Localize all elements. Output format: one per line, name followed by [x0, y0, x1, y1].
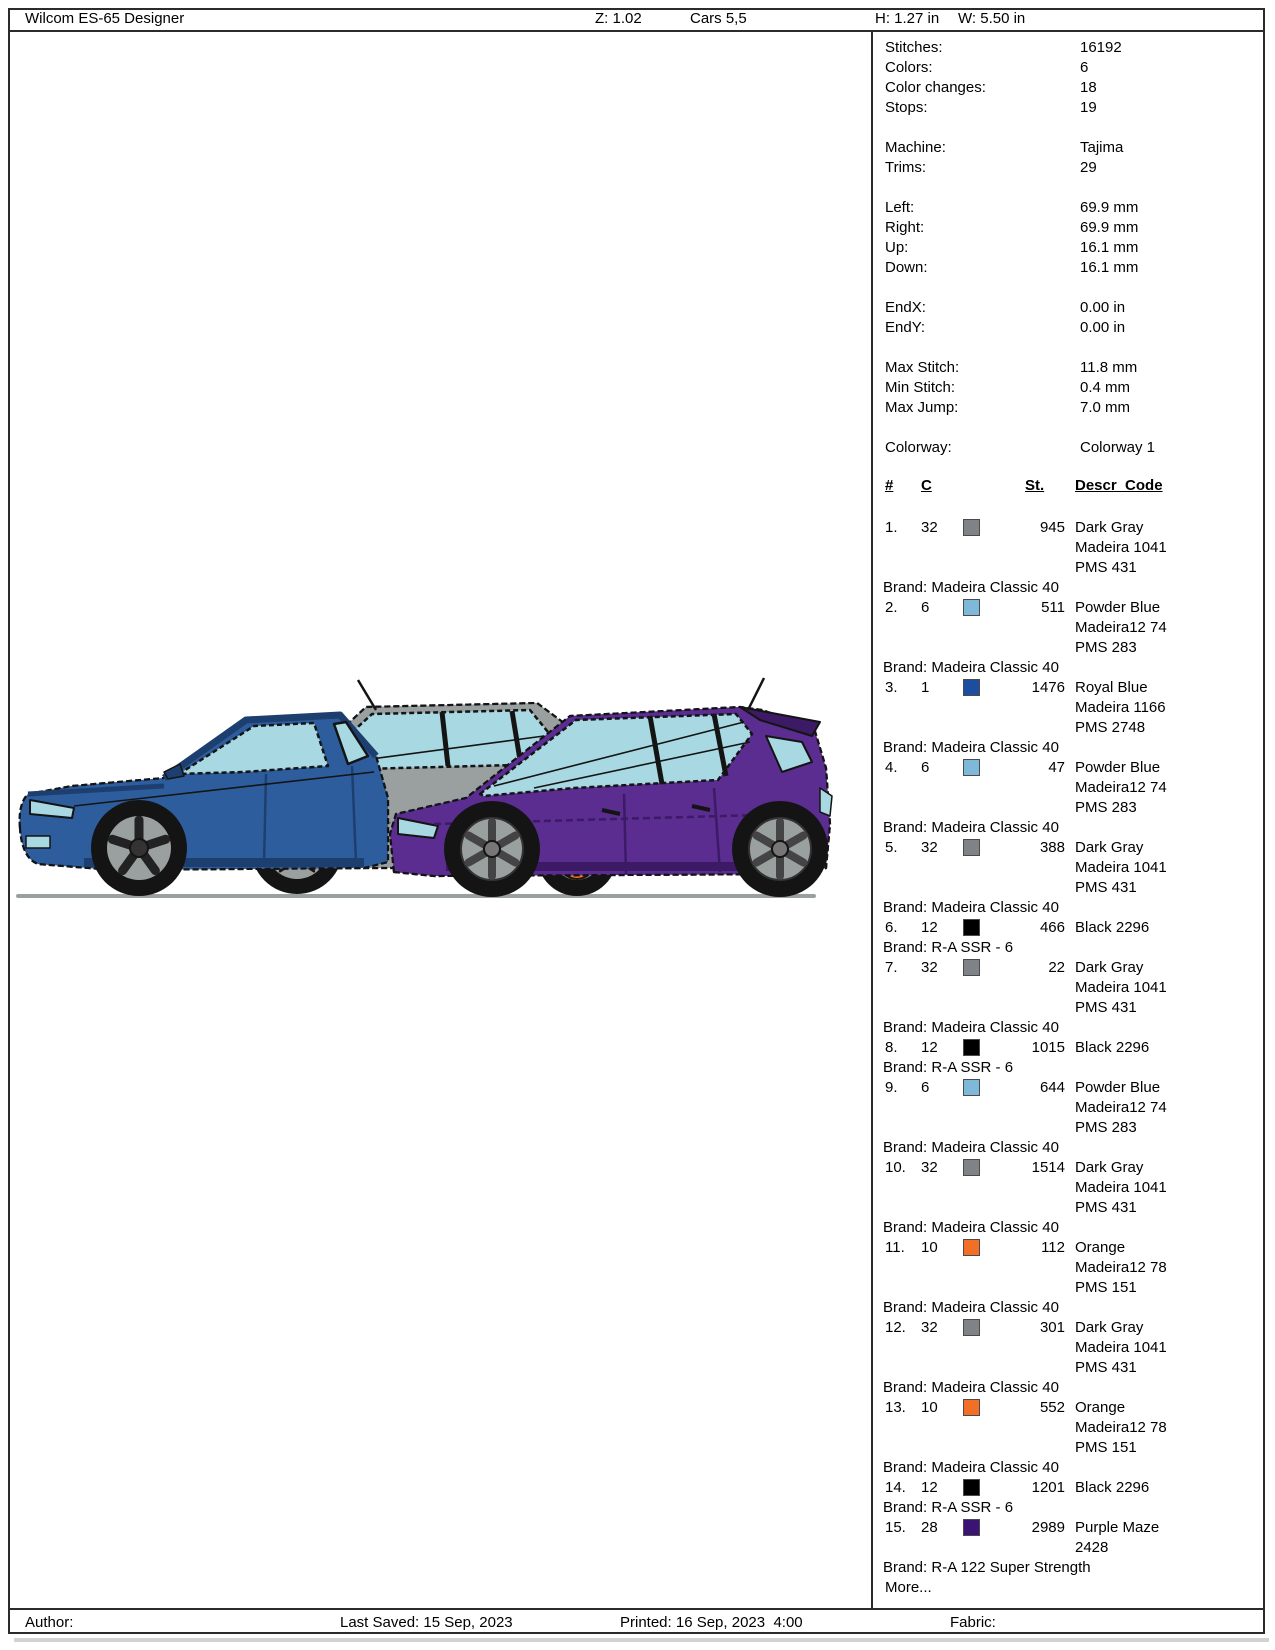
thread-entry-line: [883, 1178, 1265, 1198]
thread-entry-first-line: [883, 1478, 1265, 1498]
thread-entry-line: [883, 1538, 1265, 1558]
thread-descr: Powder Blue: [1075, 759, 1161, 776]
thread-descr: Madeira 1041: [1075, 539, 1167, 556]
thread-stitch-count: 1201: [1031, 1479, 1065, 1496]
info-value: 29: [1080, 159, 1097, 176]
thread-number: 9.: [885, 1079, 898, 1096]
thread-brand-line: [883, 1558, 1265, 1578]
thread-number: 6.: [885, 919, 898, 936]
thread-color-slot: 32: [921, 959, 938, 976]
thread-brand: Brand: Madeira Classic 40: [883, 1379, 1059, 1396]
thread-color-slot: 32: [921, 519, 938, 536]
thread-color-table: [883, 476, 1265, 1598]
info-value: 18: [1080, 79, 1097, 96]
info-row: [883, 258, 1263, 278]
thread-entry: [883, 1478, 1265, 1518]
thread-stitch-count: 1514: [1031, 1159, 1065, 1176]
info-label: EndY:: [885, 319, 926, 336]
footer-bar: [8, 1610, 1265, 1636]
purple-car-rear-wheel: [732, 801, 828, 897]
thread-descr: Dark Gray: [1075, 959, 1144, 976]
info-label: Trims:: [885, 159, 927, 176]
thread-entry-line: [883, 778, 1265, 798]
thread-color-slot: 32: [921, 839, 938, 856]
column-header-number: #: [885, 477, 894, 494]
thread-stitch-count: 552: [1039, 1399, 1065, 1416]
thread-entry: [883, 1158, 1265, 1238]
more-label: More...: [885, 1579, 932, 1596]
thread-brand-line: [883, 738, 1265, 758]
thread-descr: Orange: [1075, 1399, 1126, 1416]
thread-descr: Madeira 1041: [1075, 859, 1167, 876]
info-spacer-row: [883, 418, 1263, 438]
thread-descr: PMS 283: [1075, 799, 1137, 816]
info-value: 16.1 mm: [1080, 239, 1139, 256]
info-spacer-row: [883, 338, 1263, 358]
thread-brand-line: [883, 1138, 1265, 1158]
thread-color-slot: 12: [921, 1039, 938, 1056]
info-label: Left:: [885, 199, 915, 216]
header-bar: [8, 8, 1265, 30]
thread-brand: Brand: R-A SSR - 6: [883, 1499, 1014, 1516]
column-header-descr-code: Descr_Code: [1075, 477, 1163, 494]
thread-entry: [883, 1038, 1265, 1078]
thread-entry-line: [883, 1418, 1265, 1438]
thread-brand: Brand: Madeira Classic 40: [883, 1299, 1059, 1316]
thread-brand-line: [883, 898, 1265, 918]
info-spacer-row: [883, 178, 1263, 198]
thread-number: 4.: [885, 759, 898, 776]
thread-color-slot: 6: [921, 1079, 930, 1096]
info-label: Stops:: [885, 99, 928, 116]
thread-swatch-royal_blue: [963, 679, 980, 696]
info-value: 69.9 mm: [1080, 219, 1139, 236]
info-row: [883, 438, 1263, 458]
thread-entry-first-line: [883, 1038, 1265, 1058]
thread-brand-line: [883, 658, 1265, 678]
info-label: Max Stitch:: [885, 359, 960, 376]
thread-descr: PMS 2748: [1075, 719, 1146, 736]
design-name: Cars 5,5: [690, 10, 747, 27]
thread-number: 1.: [885, 519, 898, 536]
thread-color-slot: 10: [921, 1239, 938, 1256]
thread-brand: Brand: Madeira Classic 40: [883, 739, 1059, 756]
info-label: Min Stitch:: [885, 379, 956, 396]
thread-entry-line: [883, 878, 1265, 898]
thread-brand: Brand: R-A SSR - 6: [883, 939, 1014, 956]
thread-number: 12.: [885, 1319, 906, 1336]
thread-color-slot: 10: [921, 1399, 938, 1416]
thread-stitch-count: 945: [1039, 519, 1065, 536]
thread-brand: Brand: Madeira Classic 40: [883, 899, 1059, 916]
info-label: Max Jump:: [885, 399, 959, 416]
thread-brand: Brand: R-A SSR - 6: [883, 1059, 1014, 1076]
info-label: Colorway:: [885, 439, 952, 456]
thread-number: 11.: [885, 1239, 905, 1256]
thread-descr: Madeira12 78: [1075, 1259, 1167, 1276]
thread-descr: Black 2296: [1075, 919, 1150, 936]
thread-descr: Black 2296: [1075, 1039, 1150, 1056]
thread-entry: [883, 1238, 1265, 1318]
thread-entry-line: [883, 1358, 1265, 1378]
thread-descr: Madeira12 74: [1075, 1099, 1167, 1116]
thread-entry-line: [883, 1338, 1265, 1358]
thread-descr: PMS 431: [1075, 559, 1137, 576]
thread-brand: Brand: Madeira Classic 40: [883, 819, 1059, 836]
thread-entry-line: [883, 538, 1265, 558]
info-row: [883, 378, 1263, 398]
thread-swatch-dark_gray: [963, 959, 980, 976]
info-row: [883, 198, 1263, 218]
thread-entry: [883, 918, 1265, 958]
thread-brand-line: [883, 1378, 1265, 1398]
more-line: [883, 1578, 1265, 1598]
info-row: [883, 158, 1263, 178]
cars-embroidery-design: [14, 676, 834, 908]
thread-brand: Brand: Madeira Classic 40: [883, 1019, 1059, 1036]
thread-stitch-count: 301: [1039, 1319, 1065, 1336]
thread-entry-first-line: [883, 1318, 1265, 1338]
thread-color-slot: 12: [921, 1479, 938, 1496]
thread-descr: PMS 431: [1075, 999, 1137, 1016]
info-row: [883, 58, 1263, 78]
thread-brand-line: [883, 578, 1265, 598]
thread-entry: [883, 958, 1265, 1038]
thread-brand: Brand: Madeira Classic 40: [883, 579, 1059, 596]
fabric-label: Fabric:: [950, 1614, 996, 1631]
thread-descr: PMS 431: [1075, 879, 1137, 896]
thread-entry: [883, 838, 1265, 918]
thread-entry-first-line: [883, 1158, 1265, 1178]
thread-stitch-count: 1015: [1031, 1039, 1065, 1056]
thread-entry-line: [883, 798, 1265, 818]
info-row: [883, 298, 1263, 318]
info-row: [883, 78, 1263, 98]
thread-swatch-purple: [963, 1519, 980, 1536]
thread-entry-line: [883, 1278, 1265, 1298]
thread-swatch-powder_blue: [963, 759, 980, 776]
thread-brand-line: [883, 1298, 1265, 1318]
thread-swatch-orange: [963, 1399, 980, 1416]
design-width: W: 5.50 in: [958, 10, 1026, 27]
thread-entry-line: [883, 698, 1265, 718]
thread-descr: Madeira12 78: [1075, 1419, 1167, 1436]
thread-entries: [883, 518, 1265, 1578]
thread-brand: Brand: R-A 122 Super Strength: [883, 1559, 1091, 1576]
info-label: Colors:: [885, 59, 933, 76]
thread-entry-line: [883, 978, 1265, 998]
thread-entry: [883, 1318, 1265, 1398]
thread-swatch-dark_gray: [963, 1319, 980, 1336]
thread-descr: Powder Blue: [1075, 599, 1161, 616]
design-info-panel: [883, 38, 1263, 458]
thread-descr: PMS 151: [1075, 1439, 1137, 1456]
purple-car-front-wheel: [444, 801, 540, 897]
thread-entry-first-line: [883, 1518, 1265, 1538]
thread-swatch-dark_gray: [963, 839, 980, 856]
thread-stitch-count: 644: [1039, 1079, 1065, 1096]
thread-swatch-orange: [963, 1239, 980, 1256]
thread-stitch-count: 47: [1048, 759, 1065, 776]
thread-entry-line: [883, 1438, 1265, 1458]
thread-entry-first-line: [883, 758, 1265, 778]
thread-descr: PMS 431: [1075, 1359, 1137, 1376]
thread-color-slot: 32: [921, 1319, 938, 1336]
blue-car: [20, 715, 388, 896]
info-label: Stitches:: [885, 39, 943, 56]
zoom-level: Z: 1.02: [595, 10, 642, 27]
info-value: 7.0 mm: [1080, 399, 1131, 416]
thread-descr: Dark Gray: [1075, 1319, 1144, 1336]
thread-brand: Brand: Madeira Classic 40: [883, 1459, 1059, 1476]
info-value: 69.9 mm: [1080, 199, 1139, 216]
thread-swatch-dark_gray: [963, 519, 980, 536]
info-row: [883, 138, 1263, 158]
thread-descr: Madeira 1041: [1075, 1339, 1167, 1356]
thread-entry: [883, 758, 1265, 838]
thread-stitch-count: 22: [1048, 959, 1065, 976]
app-title: Wilcom ES-65 Designer: [25, 10, 185, 27]
info-value: 16192: [1080, 39, 1122, 56]
thread-swatch-black: [963, 1039, 980, 1056]
panel-divider: [871, 30, 873, 1608]
info-row: [883, 318, 1263, 338]
info-label: Machine:: [885, 139, 946, 156]
thread-brand: Brand: Madeira Classic 40: [883, 659, 1059, 676]
thread-descr: Dark Gray: [1075, 839, 1144, 856]
last-saved-label: Last Saved: 15 Sep, 2023: [340, 1614, 513, 1631]
thread-brand-line: [883, 938, 1265, 958]
info-rows: [883, 38, 1263, 458]
info-value: 0.4 mm: [1080, 379, 1131, 396]
thread-descr: Madeira12 74: [1075, 779, 1167, 796]
thread-descr: Madeira 1041: [1075, 1179, 1167, 1196]
thread-brand: Brand: Madeira Classic 40: [883, 1219, 1059, 1236]
thread-descr: 2428: [1075, 1539, 1109, 1556]
thread-entry-line: [883, 1098, 1265, 1118]
thread-entry-first-line: [883, 1238, 1265, 1258]
thread-entry-line: [883, 718, 1265, 738]
column-header-stitches: St.: [1025, 477, 1045, 494]
info-value: 19: [1080, 99, 1097, 116]
info-value: 0.00 in: [1080, 299, 1126, 316]
thread-descr: PMS 283: [1075, 1119, 1137, 1136]
info-row: [883, 238, 1263, 258]
thread-entry-first-line: [883, 1078, 1265, 1098]
design-canvas: [10, 32, 869, 1606]
thread-brand-line: [883, 1018, 1265, 1038]
thread-stitch-count: 2989: [1031, 1519, 1065, 1536]
thread-entry-line: [883, 618, 1265, 638]
thread-table-header: [883, 476, 1265, 498]
info-value: Colorway 1: [1080, 439, 1156, 456]
info-value: 16.1 mm: [1080, 259, 1139, 276]
thread-entry-first-line: [883, 918, 1265, 938]
thread-entry-line: [883, 998, 1265, 1018]
thread-entry-line: [883, 558, 1265, 578]
thread-descr: PMS 151: [1075, 1279, 1137, 1296]
info-spacer-row: [883, 278, 1263, 298]
thread-entry: [883, 598, 1265, 678]
thread-entry: [883, 678, 1265, 758]
thread-descr: PMS 283: [1075, 639, 1137, 656]
author-label: Author:: [25, 1614, 74, 1631]
info-row: [883, 218, 1263, 238]
thread-color-slot: 1: [921, 679, 930, 696]
info-label: Down:: [885, 259, 928, 276]
thread-descr: Madeira 1041: [1075, 979, 1167, 996]
thread-number: 14.: [885, 1479, 906, 1496]
thread-descr: Madeira 1166: [1075, 699, 1166, 716]
info-value: Tajima: [1080, 139, 1124, 156]
info-value: 6: [1080, 59, 1089, 76]
thread-entry-first-line: [883, 518, 1265, 538]
thread-swatch-black: [963, 1479, 980, 1496]
thread-stitch-count: 388: [1039, 839, 1065, 856]
thread-color-slot: 28: [921, 1519, 938, 1536]
thread-entry-first-line: [883, 838, 1265, 858]
thread-stitch-count: 112: [1041, 1239, 1065, 1256]
info-row: [883, 398, 1263, 418]
thread-entry: [883, 1078, 1265, 1158]
thread-entry-first-line: [883, 1398, 1265, 1418]
thread-descr: Powder Blue: [1075, 1079, 1161, 1096]
info-row: [883, 98, 1263, 118]
thread-descr: Orange: [1075, 1239, 1126, 1256]
page-shadow: [14, 1638, 1269, 1642]
thread-swatch-dark_gray: [963, 1159, 980, 1176]
thread-brand-line: [883, 1458, 1265, 1478]
thread-descr: Dark Gray: [1075, 519, 1144, 536]
thread-brand-line: [883, 1218, 1265, 1238]
thread-entry-first-line: [883, 958, 1265, 978]
column-header-color: C: [921, 477, 932, 494]
thread-number: 7.: [885, 959, 898, 976]
thread-entry: [883, 1518, 1265, 1578]
thread-brand: Brand: Madeira Classic 40: [883, 1139, 1059, 1156]
thread-entry: [883, 518, 1265, 598]
thread-stitch-count: 466: [1039, 919, 1065, 936]
thread-entry-line: [883, 1118, 1265, 1138]
thread-number: 10.: [885, 1159, 906, 1176]
thread-brand-line: [883, 1498, 1265, 1518]
thread-entry-first-line: [883, 678, 1265, 698]
thread-number: 15.: [885, 1519, 906, 1536]
info-label: Color changes:: [885, 79, 986, 96]
thread-swatch-black: [963, 919, 980, 936]
thread-entry-line: [883, 1198, 1265, 1218]
info-label: EndX:: [885, 299, 926, 316]
thread-number: 8.: [885, 1039, 898, 1056]
thread-brand-line: [883, 1058, 1265, 1078]
thread-swatch-powder_blue: [963, 1079, 980, 1096]
info-label: Up:: [885, 239, 909, 256]
thread-swatch-powder_blue: [963, 599, 980, 616]
info-spacer-row: [883, 118, 1263, 138]
info-value: 0.00 in: [1080, 319, 1126, 336]
thread-entry-line: [883, 638, 1265, 658]
thread-entry-line: [883, 858, 1265, 878]
thread-color-slot: 6: [921, 759, 930, 776]
thread-descr: Madeira12 74: [1075, 619, 1167, 636]
printed-label: Printed: 16 Sep, 2023 4:00: [620, 1614, 803, 1631]
thread-number: 5.: [885, 839, 898, 856]
thread-color-slot: 12: [921, 919, 938, 936]
info-row: [883, 358, 1263, 378]
thread-entry: [883, 1398, 1265, 1478]
thread-stitch-count: 1476: [1031, 679, 1065, 696]
blue-car-front-wheel: [91, 800, 187, 896]
thread-number: 13.: [885, 1399, 906, 1416]
thread-entry-line: [883, 1258, 1265, 1278]
design-height: H: 1.27 in: [875, 10, 940, 27]
thread-number: 2.: [885, 599, 898, 616]
info-row: [883, 38, 1263, 58]
thread-descr: Black 2296: [1075, 1479, 1150, 1496]
thread-descr: Dark Gray: [1075, 1159, 1144, 1176]
thread-descr: Royal Blue: [1075, 679, 1148, 696]
thread-descr: Purple Maze: [1075, 1519, 1160, 1536]
info-value: 11.8 mm: [1080, 359, 1138, 376]
thread-color-slot: 6: [921, 599, 930, 616]
thread-color-slot: 32: [921, 1159, 938, 1176]
thread-descr: PMS 431: [1075, 1199, 1137, 1216]
info-label: Right:: [885, 219, 925, 236]
thread-stitch-count: 511: [1041, 599, 1065, 616]
thread-entry-first-line: [883, 598, 1265, 618]
thread-brand-line: [883, 818, 1265, 838]
thread-number: 3.: [885, 679, 898, 696]
